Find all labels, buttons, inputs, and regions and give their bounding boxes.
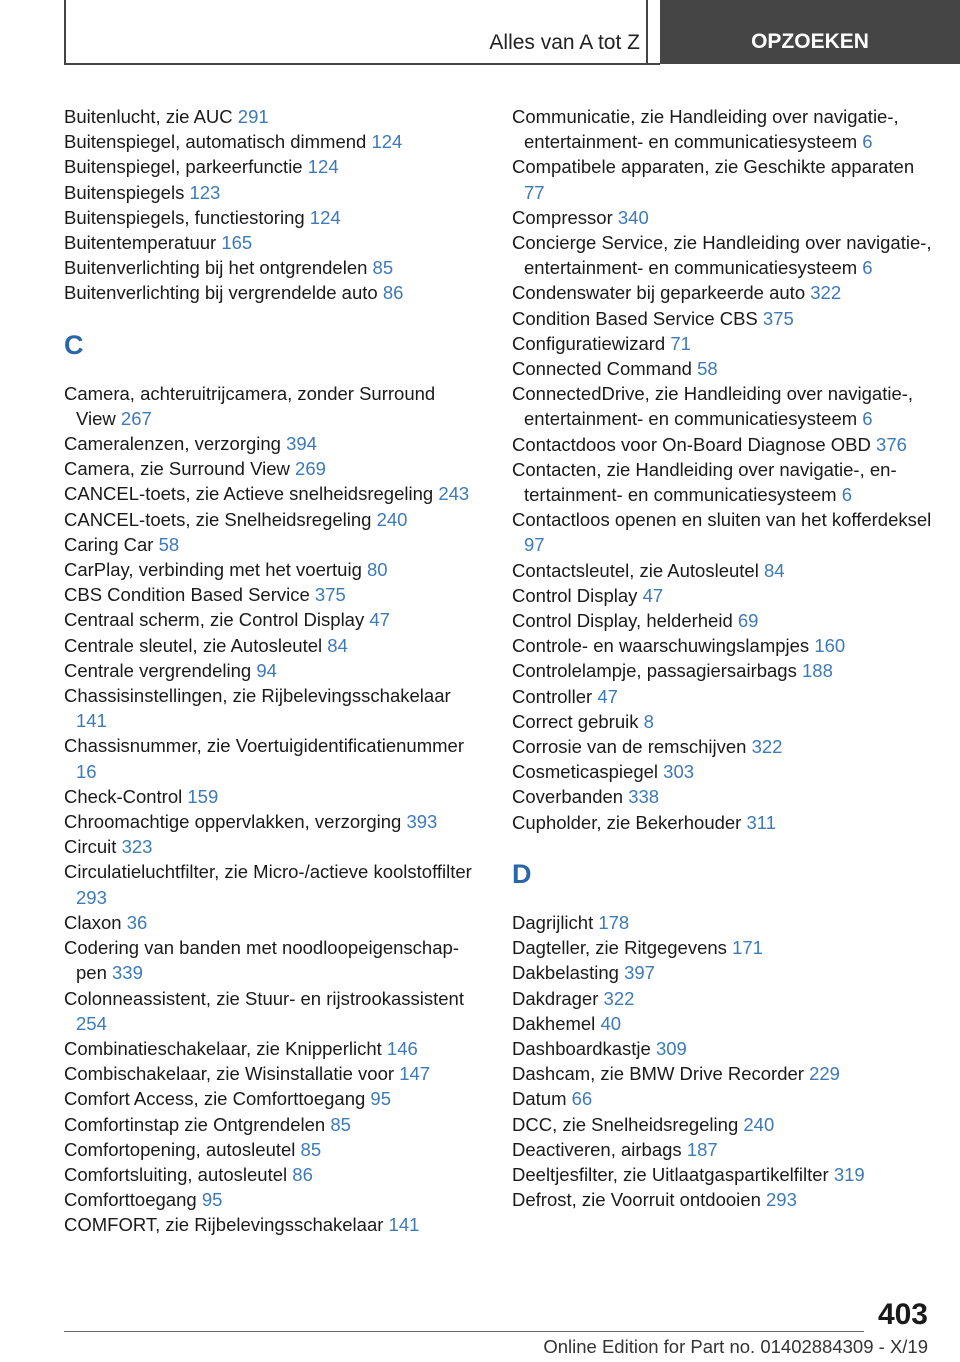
- index-entry: [64, 582, 479, 607]
- index-entry-page-link[interactable]: 36: [126, 911, 148, 933]
- index-entry-page-link[interactable]: 6: [862, 408, 873, 430]
- index-entry-term: CANCEL-toets, zie Snelheidsregeling: [64, 508, 372, 530]
- index-entry-term: Corrosie van de remschijven: [512, 736, 747, 758]
- index-entry-page-link[interactable]: 16: [76, 760, 97, 782]
- index-entry-page-link[interactable]: 188: [802, 660, 833, 682]
- index-entry-page-link[interactable]: 240: [743, 1113, 775, 1135]
- index-entry-page-link[interactable]: 40: [600, 1012, 622, 1034]
- index-entry: [64, 532, 479, 557]
- index-entry-term: Configuratiewizard: [512, 332, 666, 354]
- section-letter: C: [64, 329, 84, 360]
- index-entry-term: Cupholder, zie Bekerhouder: [512, 811, 742, 833]
- index-entry-term: Comforttoegang: [64, 1189, 197, 1211]
- index-entry-term: Camera, achteruitrijcamera, zonder Surround View: [64, 382, 436, 429]
- index-entry-term: Comfortsluiting, autosleutel: [64, 1163, 288, 1185]
- index-entry: [64, 431, 479, 456]
- index-entry: [64, 129, 479, 154]
- index-entry-page-link[interactable]: 322: [603, 987, 635, 1009]
- index-entry-page-link[interactable]: 124: [307, 156, 339, 178]
- index-entry: [64, 1162, 479, 1187]
- index-entry: [512, 734, 932, 759]
- index-entry: [64, 154, 479, 179]
- index-entry-term: Combischakelaar, zie Wisinstallatie voor: [64, 1063, 395, 1085]
- index-entry-page-link[interactable]: 339: [112, 962, 143, 984]
- index-entry-page-link[interactable]: 309: [655, 1037, 687, 1059]
- index-entry: [512, 583, 932, 608]
- index-entry-term: Dashcam, zie BMW Drive Recorder: [512, 1063, 804, 1085]
- index-entry: [64, 507, 479, 532]
- index-entry-page-link[interactable]: 147: [399, 1063, 431, 1085]
- index-entry: [512, 356, 932, 381]
- index-entry: [512, 935, 932, 960]
- index-entry: [64, 180, 479, 205]
- index-entry: [512, 910, 932, 935]
- index-entry: [64, 1061, 479, 1086]
- index-entry-page-link[interactable]: 323: [121, 836, 153, 858]
- index-entry-page-link[interactable]: 340: [617, 206, 649, 228]
- index-entry-page-link[interactable]: 47: [597, 685, 618, 707]
- index-entry-term: Centraal scherm, zie Control Display: [64, 609, 365, 631]
- index-entry-page-link[interactable]: 141: [388, 1214, 420, 1236]
- index-column-left: [64, 104, 479, 1238]
- index-entry-page-link[interactable]: 66: [571, 1088, 593, 1110]
- index-entry: [64, 733, 479, 783]
- index-entry-term: Contactsleutel, zie Autosleutel: [512, 559, 759, 581]
- index-entry-term: Circulatieluchtfilter, zie Micro-/actieve koolstoffilter: [64, 861, 472, 883]
- index-entry-page-link[interactable]: 311: [746, 811, 776, 833]
- index-entry-page-link[interactable]: 240: [376, 508, 408, 530]
- index-entry-page-link[interactable]: 160: [814, 635, 846, 657]
- index-entry-term: Dagrijlicht: [512, 911, 594, 933]
- index-entry-page-link[interactable]: 146: [386, 1037, 418, 1059]
- index-entry-page-link[interactable]: 85: [330, 1113, 351, 1135]
- index-entry-term: Chassisnummer, zie Voertuigidentificatienummer: [64, 735, 464, 757]
- index-entry-page-link[interactable]: 376: [876, 433, 907, 455]
- index-entry: [64, 1187, 479, 1212]
- index-entry-page-link[interactable]: 243: [438, 483, 470, 505]
- index-entry-term: Contactdoos voor On-Board Diagnose OBD: [512, 433, 871, 455]
- footer-divider: [64, 1331, 864, 1332]
- index-entry-page-link[interactable]: 6: [862, 131, 873, 153]
- index-entry-term: Dakbelasting: [512, 962, 619, 984]
- index-entry: [64, 834, 479, 859]
- index-entry-term: CBS Condition Based Service: [64, 584, 310, 606]
- index-entry: [512, 1011, 932, 1036]
- index-entry-term: Dashboardkastje: [512, 1037, 651, 1059]
- index-entry: [512, 810, 932, 835]
- index-entry: [64, 910, 479, 935]
- index-entry-term: Buitentemperatuur: [64, 232, 217, 254]
- index-entry-page-link[interactable]: 47: [642, 584, 664, 606]
- index-entry-term: Chroomachtige oppervlakken, verzorging: [64, 811, 402, 833]
- index-entry: [64, 456, 479, 481]
- index-entry: [64, 809, 479, 834]
- index-entry: [64, 205, 479, 230]
- index-entry-page-link[interactable]: 77: [524, 181, 545, 203]
- index-entry-page-link[interactable]: 58: [697, 358, 718, 380]
- index-entry-term: Deeltjesfilter, zie Uitlaatgaspartikelfilter: [512, 1163, 829, 1185]
- index-entry: [64, 633, 479, 658]
- index-entry-term: Comfortopening, autosleutel: [64, 1138, 296, 1160]
- index-entry-page-link[interactable]: 86: [292, 1163, 313, 1185]
- index-entry-term: Centrale sleutel, zie Autosleutel: [64, 634, 323, 656]
- index-entry-term: Datum: [512, 1088, 567, 1110]
- index-entry-page-link[interactable]: 84: [763, 559, 785, 581]
- index-entry-term: Concierge Service, zie Handleiding over navigatie-, entertainment- en communicatiesysteem: [512, 232, 932, 279]
- index-entry: [512, 608, 932, 633]
- tab-alles-van-a-tot-z[interactable]: Alles van A tot Z: [489, 31, 640, 54]
- index-entry: [512, 306, 932, 331]
- index-entry-page-link[interactable]: 229: [809, 1063, 840, 1085]
- index-entry-page-link[interactable]: 397: [624, 962, 655, 984]
- index-entry: [64, 1212, 479, 1237]
- index-entry: [512, 784, 932, 809]
- index-entry-term: CarPlay, verbinding met het voertuig: [64, 559, 362, 581]
- index-entry-term: Centrale vergrendeling: [64, 659, 252, 681]
- index-entry-term: Buitenverlichting bij vergrendelde auto: [64, 282, 378, 304]
- index-entry-term: COMFORT, zie Rijbelevingsschakelaar: [64, 1214, 384, 1236]
- index-entry: [64, 381, 479, 431]
- index-entry-page-link[interactable]: 85: [372, 257, 394, 279]
- index-entry: [512, 1112, 932, 1137]
- index-entry-page-link[interactable]: 8: [643, 710, 654, 732]
- page-number: 403: [877, 1298, 928, 1331]
- index-entry-term: CANCEL-toets, zie Actieve snelheidsregeling: [64, 483, 434, 505]
- index-entry-term: Control Display, helderheid: [512, 610, 733, 632]
- index-entry: [64, 104, 479, 129]
- index-entry-page-link[interactable]: 141: [76, 710, 107, 732]
- header-border-right: [646, 0, 648, 64]
- index-entry-term: Buitenspiegel, automatisch dimmend: [64, 131, 367, 153]
- index-entry: [512, 432, 932, 457]
- index-entry-term: Circuit: [64, 836, 117, 858]
- index-entry-page-link[interactable]: 124: [309, 206, 341, 228]
- index-entry: [64, 683, 479, 733]
- index-entry: [64, 1112, 479, 1137]
- index-entry-page-link[interactable]: 123: [189, 181, 221, 203]
- index-entry-term: Deactiveren, airbags: [512, 1138, 682, 1160]
- index-entry: [512, 1137, 932, 1162]
- index-entry-page-link[interactable]: 47: [369, 609, 390, 631]
- index-entry-term: ConnectedDrive, zie Handleiding over navigatie-, entertainment- en communicatiesysteem: [512, 383, 914, 430]
- index-entry-term: Coverbanden: [512, 786, 624, 808]
- index-entry: [64, 255, 479, 280]
- index-column-right: [512, 104, 932, 1212]
- index-entry: [512, 1061, 932, 1086]
- index-entry: [512, 507, 932, 557]
- index-entry-term: Connected Command: [512, 358, 692, 380]
- index-entry: [512, 709, 932, 734]
- index-entry: [512, 759, 932, 784]
- index-entry: [64, 1137, 479, 1162]
- index-entry: [64, 230, 479, 255]
- index-entry-page-link[interactable]: 394: [286, 433, 317, 455]
- index-entry-page-link[interactable]: 6: [862, 257, 873, 279]
- index-entry-page-link[interactable]: 303: [663, 761, 695, 783]
- index-entry-page-link[interactable]: 71: [670, 332, 691, 354]
- index-entry-page-link[interactable]: 94: [256, 659, 277, 681]
- index-entry-page-link[interactable]: 319: [833, 1163, 865, 1185]
- index-entry-page-link[interactable]: 291: [237, 106, 269, 127]
- index-entry-term: Controlelampje, passagiersairbags: [512, 660, 797, 682]
- index-entry-term: Buitenspiegel, parkeerfunctie: [64, 156, 303, 178]
- index-entry-page-link[interactable]: 375: [314, 584, 346, 606]
- index-entry-term: Buitenspiegels: [64, 181, 185, 203]
- index-entry-page-link[interactable]: 171: [732, 937, 763, 959]
- index-entry-term: Comfortinstap zie Ontgrendelen: [64, 1113, 326, 1135]
- index-entry-term: Combinatieschakelaar, zie Knipperlicht: [64, 1037, 382, 1059]
- index-entry-term: Codering van banden met noodloopeigenschappen: [64, 937, 459, 984]
- index-entry-page-link[interactable]: 375: [762, 307, 794, 329]
- index-entry-page-link[interactable]: 95: [370, 1088, 391, 1110]
- index-entry-term: Check-Control: [64, 785, 183, 807]
- index-entry-term: Camera, zie Surround View: [64, 458, 290, 480]
- index-entry-page-link[interactable]: 86: [382, 282, 404, 304]
- footer-edition: Online Edition for Part no. 01402884309 - X/19: [543, 1336, 928, 1357]
- index-entry-term: Dakhemel: [512, 1012, 596, 1034]
- index-entry: [512, 960, 932, 985]
- index-entry-page-link[interactable]: 338: [628, 786, 660, 808]
- index-entry-page-link[interactable]: 293: [766, 1189, 797, 1211]
- index-entry-term: Caring Car: [64, 533, 154, 555]
- index-entry-page-link[interactable]: 69: [737, 610, 759, 632]
- index-entry: [512, 280, 932, 305]
- index-entry-term: Controller: [512, 685, 593, 707]
- index-entry-term: Cameralenzen, verzorging: [64, 433, 281, 455]
- index-entry-term: Condenswater bij geparkeerde auto: [512, 282, 806, 304]
- index-entry-term: Comfort Access, zie Comforttoegang: [64, 1088, 366, 1110]
- index-entry: [512, 230, 932, 280]
- index-entry-term: Compressor: [512, 206, 613, 228]
- index-entry-page-link[interactable]: 322: [751, 736, 783, 758]
- index-entry: [64, 784, 479, 809]
- index-entry-term: Buitenverlichting bij het ontgrendelen: [64, 257, 368, 279]
- index-entry-term: Correct gebruik: [512, 710, 639, 732]
- index-entry-page-link[interactable]: 84: [327, 634, 348, 656]
- index-entry: [64, 986, 479, 1036]
- index-entry-term: Condition Based Service CBS: [512, 307, 758, 329]
- tab-opzoeken[interactable]: OPZOEKEN: [660, 0, 960, 64]
- index-entry: [512, 1187, 932, 1212]
- index-entry: [512, 558, 932, 583]
- index-entry-page-link[interactable]: 80: [367, 559, 388, 581]
- index-entry-page-link[interactable]: 97: [524, 534, 545, 556]
- index-entry-page-link[interactable]: 178: [598, 911, 630, 933]
- index-entry-page-link[interactable]: 269: [295, 458, 326, 480]
- index-entry: [512, 1162, 932, 1187]
- index-entry-page-link[interactable]: 58: [158, 533, 180, 555]
- index-entry-page-link[interactable]: 124: [371, 131, 403, 153]
- index-entry: [64, 658, 479, 683]
- index-entry-term: Defrost, zie Voorruit ontdooien: [512, 1189, 761, 1211]
- index-entry-page-link[interactable]: 6: [841, 484, 853, 506]
- index-entry: [64, 481, 479, 506]
- index-entry-page-link[interactable]: 393: [406, 811, 438, 833]
- index-entry: [512, 104, 932, 154]
- index-entry: [64, 859, 479, 909]
- index-entry: [512, 986, 932, 1011]
- index-entry-page-link[interactable]: 95: [201, 1189, 223, 1211]
- index-entry-term: Cosmeticaspiegel: [512, 761, 659, 783]
- index-entry-term: Buitenlucht, zie AUC: [64, 106, 233, 127]
- index-entry-term: Contactloos openen en sluiten van het kofferdeksel: [512, 509, 932, 531]
- index-entry-page-link[interactable]: 187: [686, 1138, 718, 1160]
- index-entry: [512, 331, 932, 356]
- index-entry-term: Buitenspiegels, functiestoring: [64, 206, 305, 228]
- index-entry: [512, 633, 932, 658]
- index-entry-term: Controle- en waarschuwingslampjes: [512, 635, 810, 657]
- index-entry: [512, 684, 932, 709]
- index-entry-term: Control Display: [512, 584, 638, 606]
- index-entry: [512, 1086, 932, 1111]
- index-entry-term: DCC, zie Snelheidsregeling: [512, 1113, 739, 1135]
- index-entry: [512, 205, 932, 230]
- index-entry: [512, 1036, 932, 1061]
- index-entry-term: Contacten, zie Handleiding over navigatie-, entertainment- en communicatiesysteem: [512, 458, 897, 506]
- index-entry: [64, 935, 479, 985]
- section-letter: D: [512, 858, 532, 889]
- index-entry: [64, 1036, 479, 1061]
- index-entry-term: Dagteller, zie Ritgegevens: [512, 937, 727, 959]
- header-border-bottom: [64, 63, 660, 65]
- index-entry: [512, 658, 932, 683]
- index-entry-term: Dakdrager: [512, 987, 599, 1009]
- index-entry-page-link[interactable]: 293: [76, 886, 107, 908]
- index-entry: [512, 154, 932, 204]
- index-entry: [64, 280, 479, 305]
- index-entry-term: Claxon: [64, 911, 122, 933]
- index-entry-page-link[interactable]: 322: [810, 282, 842, 304]
- index-entry: [64, 607, 479, 632]
- index-entry: [512, 457, 932, 507]
- index-entry-term: Compatibele apparaten, zie Geschikte apparaten: [512, 156, 915, 178]
- index-entry: [512, 381, 932, 431]
- index-entry-page-link[interactable]: 165: [221, 232, 253, 254]
- index-entry-term: Chassisinstellingen, zie Rijbelevingsschakelaar: [64, 685, 451, 707]
- index-entry-page-link[interactable]: 85: [300, 1138, 322, 1160]
- index-entry-term: Colonneassistent, zie Stuur- en rijstrookassistent: [64, 987, 464, 1009]
- index-entry-page-link[interactable]: 159: [187, 785, 219, 807]
- header-border-left: [64, 0, 66, 64]
- index-entry-page-link[interactable]: 267: [120, 407, 152, 429]
- index-entry: [64, 557, 479, 582]
- index-entry-page-link[interactable]: 254: [76, 1012, 107, 1034]
- index-entry-term: Communicatie, zie Handleiding over navigatie-, entertainment- en communicatiesysteem: [512, 106, 899, 153]
- index-entry: [64, 1086, 479, 1111]
